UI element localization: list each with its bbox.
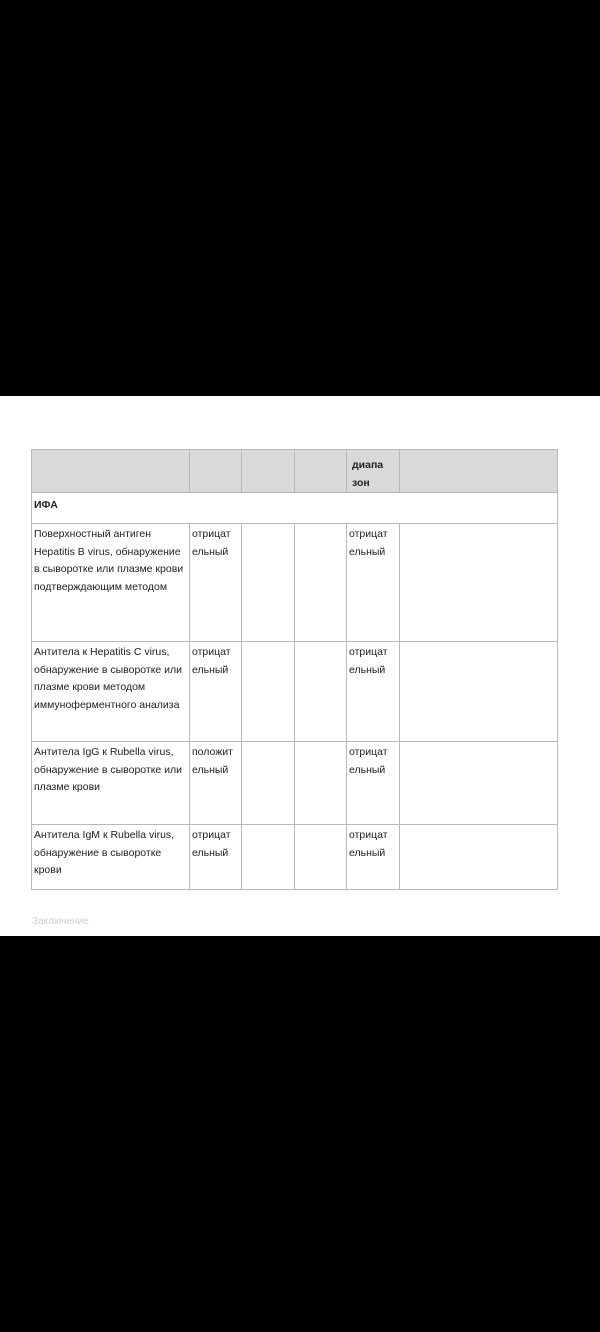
table-row: [32, 742, 558, 825]
test-name-cell: [32, 524, 190, 642]
range-value: отрицат ельный: [349, 646, 388, 676]
header-cell-empty-3: [400, 450, 558, 493]
range-cell: [347, 825, 400, 890]
header-range-label: диапа зон: [352, 459, 384, 489]
table-row: [32, 524, 558, 642]
header-cell-range: [347, 450, 400, 493]
test-name: Антитела к Hepatitis C virus, обнаружение в сыворотке или плазме крови методом иммуноферментного анализа: [34, 646, 183, 711]
empty-cell: [295, 825, 347, 890]
header-cell-test: [32, 450, 190, 493]
table-header-row: [32, 450, 558, 493]
empty-cell: [242, 742, 295, 825]
header-cell-result: [190, 450, 242, 493]
range-value: отрицат ельный: [349, 746, 388, 776]
range-value: отрицат ельный: [349, 528, 388, 558]
range-cell: [347, 642, 400, 742]
table-row: [32, 642, 558, 742]
empty-cell: [400, 524, 558, 642]
test-name-cell: [32, 642, 190, 742]
empty-cell: [295, 524, 347, 642]
test-name-cell: [32, 825, 190, 890]
header-cell-empty-1: [242, 450, 295, 493]
result-value: отрицат ельный: [192, 528, 231, 558]
empty-cell: [242, 642, 295, 742]
section-row: [32, 493, 558, 524]
test-name: Поверхностный антиген Hepatitis B virus, обнаружение в сыворотке или плазме крови подтверждающим методом: [34, 528, 184, 593]
conclusion-heading: Заключение: [32, 916, 89, 927]
empty-cell: [400, 642, 558, 742]
empty-cell: [295, 742, 347, 825]
header-cell-empty-2: [295, 450, 347, 493]
section-title: ИФА: [32, 493, 558, 524]
empty-cell: [242, 524, 295, 642]
result-value: отрицат ельный: [192, 646, 231, 676]
table-row: [32, 825, 558, 890]
empty-cell: [295, 642, 347, 742]
empty-cell: [400, 742, 558, 825]
range-cell: [347, 524, 400, 642]
range-value: отрицат ельный: [349, 829, 388, 859]
result-value: отрицат ельный: [192, 829, 231, 859]
test-name: Антитела IgG к Rubella virus, обнаружение в сыворотке или плазме крови: [34, 746, 183, 793]
result-cell: [190, 742, 242, 825]
result-cell: [190, 524, 242, 642]
result-value: положит ельный: [192, 746, 233, 776]
empty-cell: [400, 825, 558, 890]
test-name: Антитела IgM к Rubella virus, обнаружение в сыворотке крови: [34, 829, 175, 876]
result-cell: [190, 642, 242, 742]
empty-cell: [242, 825, 295, 890]
document-page: [0, 396, 600, 936]
results-table: [31, 449, 558, 890]
test-name-cell: [32, 742, 190, 825]
range-cell: [347, 742, 400, 825]
result-cell: [190, 825, 242, 890]
